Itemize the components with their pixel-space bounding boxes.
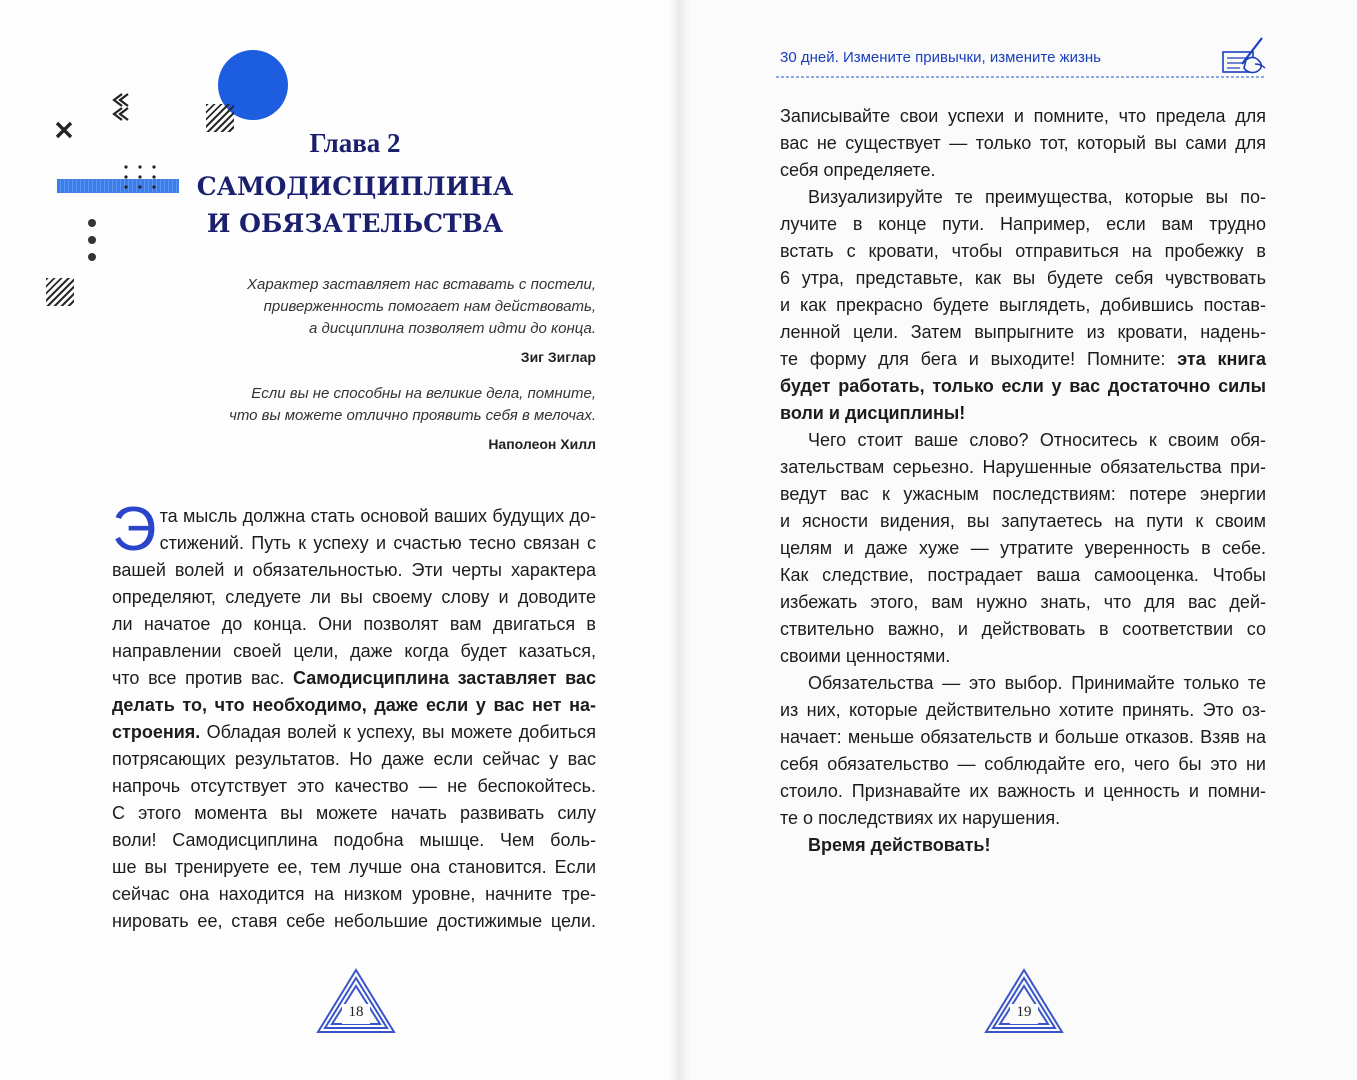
- running-head: 30 дней. Измените привычки, измените жизнь: [780, 49, 1101, 66]
- text-line: [780, 400, 1266, 427]
- text-line: [112, 719, 596, 746]
- page-number-right: [984, 968, 1064, 1034]
- text-line: стоило. Признавайте их важность и ценность и помни-: [780, 781, 1266, 801]
- text-line: и как прекрасно будете выглядеть, добившись постав-: [780, 295, 1266, 315]
- epigraph-line: Если вы не способны на великие дела, помните,: [251, 385, 596, 402]
- text-line: 6 утра, представьте, как вы будете себя чувствовать: [780, 268, 1266, 288]
- text-line: целям и даже хуже — утратите уверенность в себе.: [780, 538, 1266, 558]
- chevron-deco: [108, 92, 132, 124]
- x-deco: [55, 121, 73, 139]
- text-line: зательствам серьезно. Нарушенные обязательства при-: [780, 457, 1266, 477]
- epigraph-line: приверженность помогает нам действовать,: [263, 298, 596, 315]
- vertical-dots-deco: [86, 218, 98, 262]
- text-line: начает: меньше обязательств и больше отказов. Взяв на: [780, 727, 1266, 747]
- text-run: Обладая волей к успеху, вы можете добиться: [200, 722, 596, 742]
- text-line: [112, 692, 596, 719]
- triangle-page-icon: [316, 968, 396, 1034]
- text-run: те форму для бега и выходите! Помните:: [780, 349, 1178, 369]
- text-line: из них, которые действительно хотите принять. Это оз-: [780, 700, 1266, 720]
- text-line: встать с кровати, чтобы отправиться на пробежку в: [780, 241, 1266, 261]
- chapter-label: Глава 2: [309, 128, 401, 158]
- text-line: воли! Самодисциплина подобна мышце. Чем боль-: [112, 830, 596, 850]
- text-line: [780, 670, 1266, 697]
- epigraph-line: что вы можете отлично проявить себя в мелочах.: [229, 407, 596, 424]
- text-run: Обязательства — это выбор. Принимайте только те: [808, 673, 1266, 693]
- chapter-title-line: САМОДИСЦИПЛИНА: [196, 172, 514, 201]
- page-number: 19: [1016, 1004, 1032, 1020]
- bold-run: строения.: [112, 722, 201, 742]
- dots-deco: [122, 163, 162, 193]
- epigraph-line: а дисциплина позволяет идти до конца.: [309, 320, 596, 337]
- header-rule: [776, 76, 1266, 78]
- text-line: избежать этого, вам нужно знать, что для вас дей-: [780, 592, 1266, 612]
- text-line: лучите в конце пути. Например, если вам трудно: [780, 214, 1266, 234]
- drop-cap: Э: [112, 495, 157, 564]
- chapter-title-line: И ОБЯЗАТЕЛЬСТВА: [206, 209, 504, 238]
- text-run: Чего стоит ваше слово? Относитесь к своим обя-: [808, 430, 1266, 450]
- right-body-text: [780, 103, 1266, 859]
- left-body-text: [112, 495, 597, 935]
- text-line: те о последствиях их нарушения.: [780, 808, 1061, 828]
- epigraph-line: Характер заставляет нас вставать с постели,: [247, 276, 596, 293]
- text-line: та мысль должна стать основой ваших будущих до-: [159, 506, 596, 526]
- text-line: направлении своей цели, даже когда будет казаться,: [112, 641, 596, 661]
- text-line: вашей волей и обязательностью. Эти черты характера: [112, 560, 596, 580]
- book-gutter: [668, 0, 690, 1080]
- chapter-title: [180, 168, 530, 242]
- epigraph-author: Наполеон Хилл: [488, 436, 596, 452]
- bold-run: Самодисциплина заставляет вас: [293, 668, 597, 688]
- text-line: и ясности видения, вы запутаетесь на пути к своим: [780, 511, 1266, 531]
- text-line: Как следствие, пострадает ваша самооценка. Чтобы: [780, 565, 1266, 585]
- text-line: [780, 184, 1266, 211]
- bold-run: будет работать, только если у вас достаточно силы: [780, 376, 1266, 396]
- text-line: ли начатое до конца. Они позволят вам двигаться в: [112, 614, 596, 634]
- text-line: С этого момента вы можете начать развивать силу: [112, 803, 596, 823]
- text-line: ствительно важно, и действовать в соответствии со: [780, 619, 1266, 639]
- text-line: нировать ее, ставя себе небольшие достижимые цели.: [112, 911, 596, 931]
- text-line: [780, 346, 1266, 373]
- text-line: ленной цели. Затем выпрыгните из кровати, надень-: [780, 322, 1266, 342]
- page-number-left: [316, 968, 396, 1034]
- bold-run: Время действовать!: [808, 835, 991, 855]
- triangle-page-icon: [984, 968, 1064, 1034]
- epigraph-author: Зиг Зиглар: [520, 349, 596, 365]
- epigraph: [180, 383, 596, 455]
- text-line: [780, 832, 1266, 859]
- epigraph: [180, 274, 596, 368]
- text-line: [780, 427, 1266, 454]
- text-line: [780, 373, 1266, 400]
- text-run: что все против вас.: [112, 668, 293, 688]
- text-line: Записывайте свои успехи и помните, что предела для: [780, 106, 1266, 126]
- page-number: 18: [348, 1004, 364, 1020]
- text-line: потрясающих результатов. Но даже если сейчас у вас: [112, 749, 596, 769]
- text-line: сейчас она находится на низком уровне, начните тре-: [112, 884, 596, 904]
- text-line: [112, 665, 596, 692]
- text-line: вас не существует — только тот, который вы сами для: [780, 133, 1266, 153]
- pen-hand-icon: [1222, 34, 1268, 76]
- text-line: напрочь отсутствует это качество — не беспокойтесь.: [112, 776, 596, 796]
- text-line: определяют, следуете ли вы своему слову и доводите: [112, 587, 596, 607]
- text-run: Визуализируйте те преимущества, которые вы по-: [808, 187, 1266, 207]
- bold-run: делать то, что необходимо, даже если у вас нет на-: [112, 695, 596, 715]
- text-line: ведут вас к ужасным последствиям: потере энергии: [780, 484, 1266, 504]
- text-line: себя определяете.: [780, 160, 936, 180]
- text-line: стижений. Путь к успеху и счастью тесно связан с: [159, 533, 596, 553]
- hatch-square-deco-2: [46, 278, 74, 306]
- bold-run: эта книга: [1177, 349, 1266, 369]
- text-line: себя обязательство — соблюдайте его, чего бы это ни: [780, 754, 1266, 774]
- text-line: ше вы тренируете ее, тем лучше она становится. Если: [112, 857, 596, 877]
- bold-run: воли и дисциплины!: [780, 403, 966, 423]
- text-line: своими ценностями.: [780, 646, 951, 666]
